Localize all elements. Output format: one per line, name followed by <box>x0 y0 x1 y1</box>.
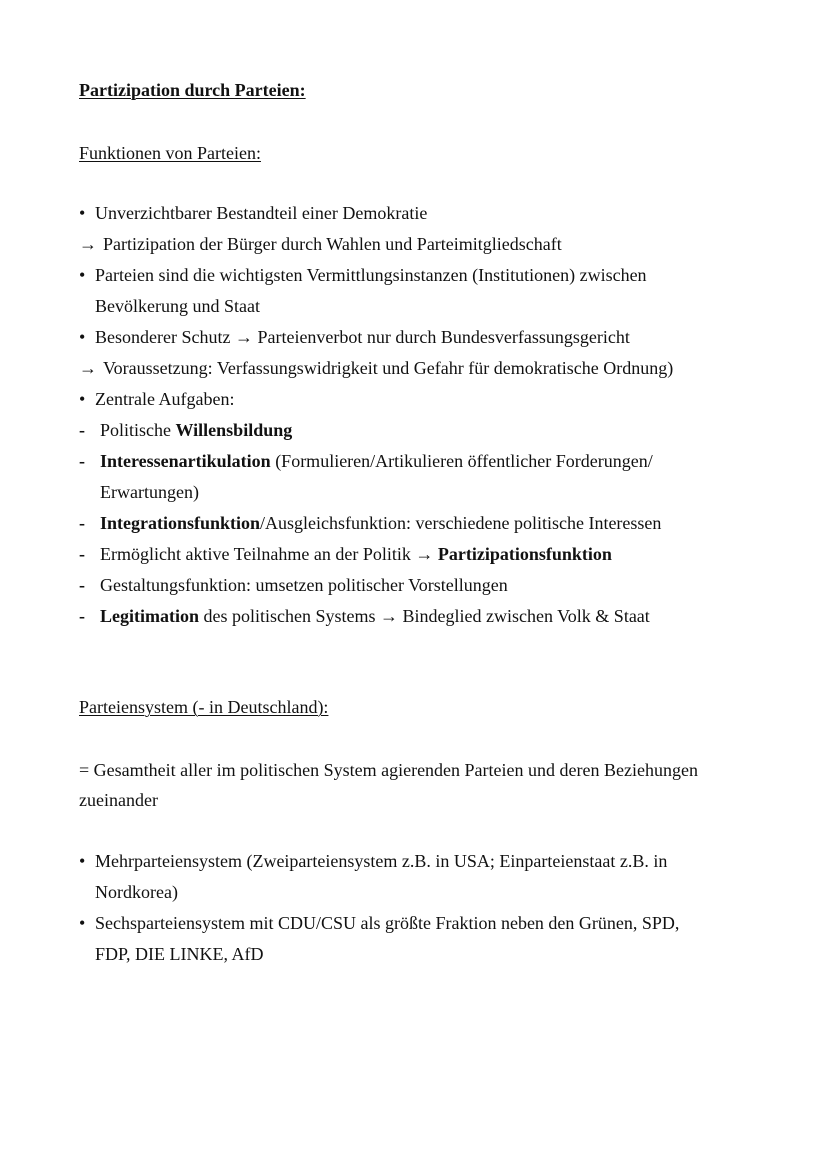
arrow-marker: → <box>79 358 97 378</box>
definition-text: = Gesamtheit aller im politischen System agierenden Parteien und deren Beziehungen <box>79 760 698 780</box>
sub-list-item-bold: Partizipationsfunktion <box>437 544 612 564</box>
dash-marker: - <box>79 575 85 595</box>
dash-marker: - <box>79 420 85 440</box>
list-item-continuation: FDP, DIE LINKE, AfD <box>95 944 264 964</box>
sub-list-item-text: Ermöglicht aktive Teilnahme an der Politik → <box>100 544 438 564</box>
dash-marker: - <box>79 513 85 533</box>
sub-list-item-bold: Integrationsfunktion <box>100 513 261 533</box>
page-title: Partizipation durch Parteien: <box>79 80 306 100</box>
sub-list-item-bold: Willensbildung <box>175 420 293 440</box>
bullet-marker: • <box>79 265 86 285</box>
list-item: Zentrale Aufgaben: <box>95 389 235 409</box>
list-item: Partizipation der Bürger durch Wahlen und Parteimitgliedschaft <box>103 234 562 254</box>
bullet-marker: • <box>79 913 86 933</box>
section-heading-funktionen: Funktionen von Parteien: <box>79 143 261 163</box>
list-item: Besonderer Schutz → Parteienverbot nur durch Bundesverfassungsgericht <box>95 327 630 347</box>
sub-list-item-bold: Interessenartikulation <box>100 451 271 471</box>
dash-marker: - <box>79 606 85 626</box>
list-item: Unverzichtbarer Bestandteil einer Demokratie <box>95 203 428 223</box>
dash-marker: - <box>79 544 85 564</box>
sub-list-item-text: des politischen Systems → Bindeglied zwischen Volk & Staat <box>199 606 650 626</box>
sub-list-item <box>100 605 650 627</box>
list-item: Parteien sind die wichtigsten Vermittlungsinstanzen (Institutionen) zwischen <box>95 265 647 285</box>
sub-list-item-continuation: Erwartungen) <box>100 482 199 502</box>
sub-list-item-text: (Formulieren/Artikulieren öffentlicher Forderungen/ <box>270 451 653 471</box>
bullet-marker: • <box>79 203 86 223</box>
definition-text-continuation: zueinander <box>79 790 158 810</box>
bullet-marker: • <box>79 851 86 871</box>
sub-list-item-text: /Ausgleichsfunktion: verschiedene politische Interessen <box>260 513 662 533</box>
sub-list-item <box>100 512 661 534</box>
bullet-marker: • <box>79 327 86 347</box>
sub-list-item <box>100 543 612 565</box>
list-item: Voraussetzung: Verfassungswidrigkeit und Gefahr für demokratische Ordnung) <box>103 358 674 378</box>
arrow-marker: → <box>79 234 97 254</box>
list-item: Sechsparteiensystem mit CDU/CSU als größte Fraktion neben den Grünen, SPD, <box>95 913 680 933</box>
list-item-continuation: Bevölkerung und Staat <box>95 296 260 316</box>
bullet-marker: • <box>79 389 86 409</box>
section-heading-parteiensystem: Parteiensystem (- in Deutschland): <box>79 697 329 717</box>
list-item: Mehrparteiensystem (Zweiparteiensystem z.B. in USA; Einparteienstaat z.B. in <box>95 851 668 871</box>
list-item-continuation: Nordkorea) <box>95 882 178 902</box>
sub-list-item-bold: Legitimation <box>100 606 199 626</box>
dash-marker: - <box>79 451 85 471</box>
sub-list-item <box>100 450 653 472</box>
sub-list-item <box>100 419 292 441</box>
sub-list-item-text: Politische <box>100 420 176 440</box>
sub-list-item: Gestaltungsfunktion: umsetzen politischer Vorstellungen <box>100 575 508 595</box>
